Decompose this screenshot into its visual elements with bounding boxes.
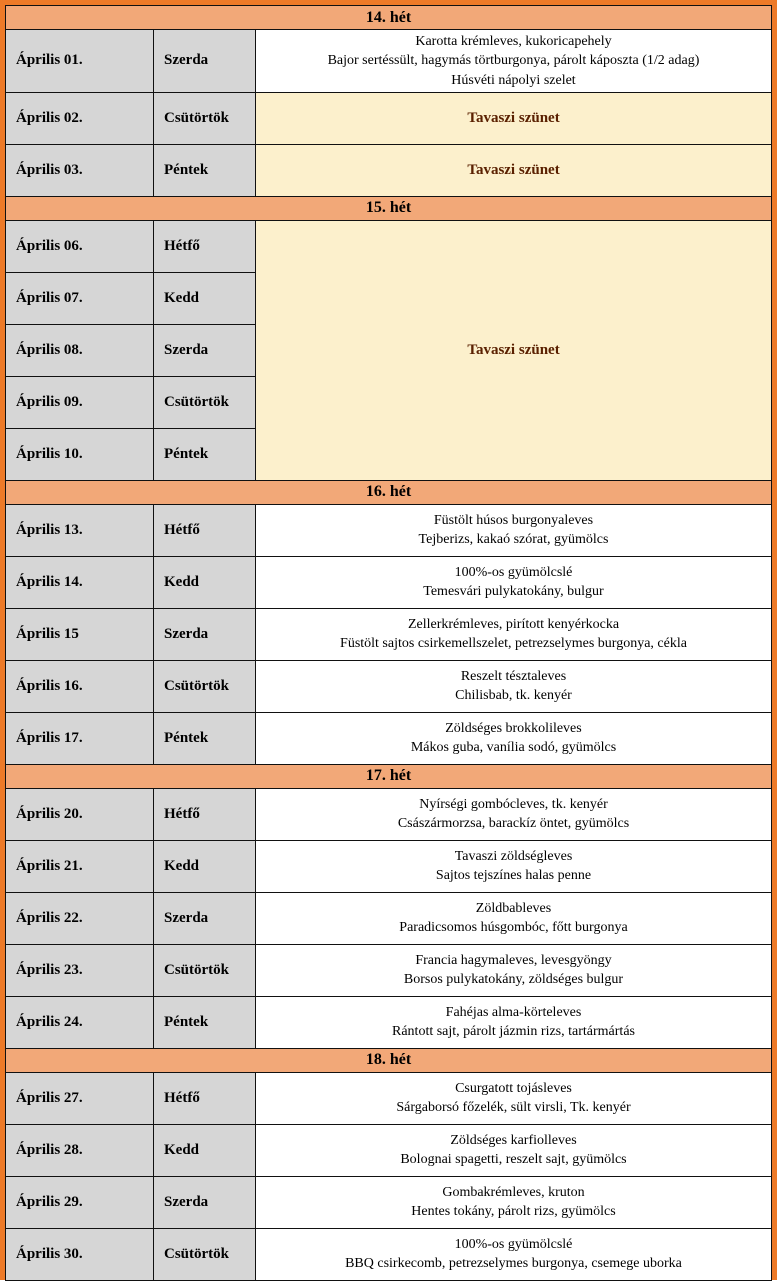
date-cell: Április 17. bbox=[6, 712, 154, 764]
menu-cell bbox=[256, 1228, 772, 1280]
menu-cell bbox=[256, 556, 772, 608]
menu-cell bbox=[256, 944, 772, 996]
date-cell: Április 24. bbox=[6, 996, 154, 1048]
break-cell bbox=[256, 92, 772, 144]
table-row bbox=[6, 30, 772, 93]
menu-line: Chilisbab, tk. kenyér bbox=[455, 688, 572, 704]
date-cell: Április 27. bbox=[6, 1072, 154, 1124]
menu-line: Nyírségi gombócleves, tk. kenyér bbox=[419, 797, 608, 813]
date-cell: Április 29. bbox=[6, 1176, 154, 1228]
week-header-row bbox=[6, 1048, 772, 1072]
date-cell: Április 15 bbox=[6, 608, 154, 660]
date-cell: Április 23. bbox=[6, 944, 154, 996]
day-cell: Péntek bbox=[154, 712, 256, 764]
date-cell: Április 02. bbox=[6, 92, 154, 144]
menu-line: Zöldbableves bbox=[475, 901, 552, 917]
menu-table-body bbox=[6, 6, 772, 1281]
menu-line: Húsvéti nápolyi szelet bbox=[451, 72, 576, 88]
menu-line: 100%-os gyümölcslé bbox=[454, 1237, 573, 1253]
date-cell: Április 20. bbox=[6, 788, 154, 840]
menu-cell bbox=[256, 30, 772, 93]
table-row bbox=[6, 1176, 772, 1228]
table-row bbox=[6, 892, 772, 944]
table-row bbox=[6, 1228, 772, 1280]
date-cell: Április 08. bbox=[6, 324, 154, 376]
menu-line: Sajtos tejszínes halas penne bbox=[435, 868, 592, 884]
day-cell: Csütörtök bbox=[154, 1228, 256, 1280]
date-cell: Április 16. bbox=[6, 660, 154, 712]
break-cell: Tavaszi szünet bbox=[256, 220, 772, 480]
day-cell: Hétfő bbox=[154, 788, 256, 840]
date-cell: Április 21. bbox=[6, 840, 154, 892]
day-cell: Hétfő bbox=[154, 1072, 256, 1124]
menu-line: Sárgaborsó főzelék, sült virsli, Tk. kenyér bbox=[396, 1100, 631, 1116]
date-cell: Április 14. bbox=[6, 556, 154, 608]
menu-line: Zöldséges brokkolileves bbox=[445, 721, 582, 737]
table-row bbox=[6, 788, 772, 840]
day-cell: Péntek bbox=[154, 428, 256, 480]
menu-line: Bajor sertéssült, hagymás törtburgonya, párolt káposzta (1/2 adag) bbox=[327, 53, 700, 69]
week-header: 17. hét bbox=[6, 764, 772, 788]
menu-cell bbox=[256, 1176, 772, 1228]
day-cell: Csütörtök bbox=[154, 660, 256, 712]
menu-line: 100%-os gyümölcslé bbox=[454, 565, 573, 581]
menu-cell bbox=[256, 608, 772, 660]
menu-line: Bolognai spagetti, reszelt sajt, gyümölcs bbox=[400, 1152, 627, 1168]
date-cell: Április 13. bbox=[6, 504, 154, 556]
menu-line: Fahéjas alma-körteleves bbox=[445, 1005, 582, 1021]
menu-line: Császármorzsa, barackíz öntet, gyümölcs bbox=[397, 816, 630, 832]
table-row bbox=[6, 92, 772, 144]
date-cell: Április 07. bbox=[6, 272, 154, 324]
table-row bbox=[6, 1072, 772, 1124]
menu-line: BBQ csirkecomb, petrezselymes burgonya, csemege uborka bbox=[345, 1256, 682, 1272]
table-row bbox=[6, 944, 772, 996]
date-cell: Április 10. bbox=[6, 428, 154, 480]
menu-cell bbox=[256, 996, 772, 1048]
menu-line: Paradicsomos húsgombóc, főtt burgonya bbox=[399, 920, 628, 936]
table-row bbox=[6, 996, 772, 1048]
menu-line: Temesvári pulykatokány, bulgur bbox=[423, 584, 604, 600]
menu-line: Mákos guba, vanília sodó, gyümölcs bbox=[410, 740, 617, 756]
day-cell: Szerda bbox=[154, 892, 256, 944]
menu-line: Francia hagymaleves, levesgyöngy bbox=[415, 953, 612, 969]
table-row bbox=[6, 1124, 772, 1176]
menu-line: Tavaszi szünet bbox=[467, 162, 560, 179]
table-row bbox=[6, 220, 772, 272]
week-header-row bbox=[6, 6, 772, 30]
day-cell: Csütörtök bbox=[154, 92, 256, 144]
weekly-menu-table bbox=[5, 5, 772, 1281]
week-header: 14. hét bbox=[6, 6, 772, 30]
day-cell: Szerda bbox=[154, 1176, 256, 1228]
date-cell: Április 09. bbox=[6, 376, 154, 428]
day-cell: Péntek bbox=[154, 144, 256, 196]
menu-line: Füstölt húsos burgonyaleves bbox=[433, 513, 594, 529]
menu-line: Gombakrémleves, kruton bbox=[442, 1185, 585, 1201]
menu-cell bbox=[256, 892, 772, 944]
menu-cell bbox=[256, 1072, 772, 1124]
menu-line: Tavaszi zöldségleves bbox=[454, 849, 573, 865]
menu-line: Hentes tokány, párolt rizs, gyümölcs bbox=[411, 1204, 616, 1220]
day-cell: Szerda bbox=[154, 324, 256, 376]
day-cell: Kedd bbox=[154, 272, 256, 324]
day-cell: Szerda bbox=[154, 608, 256, 660]
menu-cell bbox=[256, 788, 772, 840]
date-cell: Április 22. bbox=[6, 892, 154, 944]
menu-cell bbox=[256, 1124, 772, 1176]
menu-line: Zöldséges karfiolleves bbox=[450, 1133, 577, 1149]
table-row bbox=[6, 556, 772, 608]
day-cell: Péntek bbox=[154, 996, 256, 1048]
day-cell: Kedd bbox=[154, 840, 256, 892]
week-header-row bbox=[6, 480, 772, 504]
table-row bbox=[6, 608, 772, 660]
date-cell: Április 30. bbox=[6, 1228, 154, 1280]
menu-line: Reszelt tésztaleves bbox=[460, 669, 567, 685]
day-cell: Csütörtök bbox=[154, 944, 256, 996]
week-header-row bbox=[6, 764, 772, 788]
day-cell: Csütörtök bbox=[154, 376, 256, 428]
day-cell: Kedd bbox=[154, 556, 256, 608]
date-cell: Április 03. bbox=[6, 144, 154, 196]
menu-cell bbox=[256, 660, 772, 712]
menu-cell bbox=[256, 712, 772, 764]
menu-line: Füstölt sajtos csirkemellszelet, petrezselymes burgonya, cékla bbox=[340, 636, 687, 652]
week-header: 15. hét bbox=[6, 196, 772, 220]
table-row bbox=[6, 840, 772, 892]
table-row bbox=[6, 504, 772, 556]
day-cell: Hétfő bbox=[154, 504, 256, 556]
menu-line: Karotta krémleves, kukoricapehely bbox=[415, 34, 612, 49]
week-header: 16. hét bbox=[6, 480, 772, 504]
menu-line: Rántott sajt, párolt jázmin rizs, tartármártás bbox=[392, 1024, 635, 1040]
table-row bbox=[6, 660, 772, 712]
table-row bbox=[6, 712, 772, 764]
table-row bbox=[6, 144, 772, 196]
day-cell: Szerda bbox=[154, 30, 256, 93]
break-cell bbox=[256, 144, 772, 196]
menu-line: Tejberizs, kakaó szórat, gyümölcs bbox=[418, 532, 609, 548]
date-cell: Április 06. bbox=[6, 220, 154, 272]
week-header-row bbox=[6, 196, 772, 220]
date-cell: Április 28. bbox=[6, 1124, 154, 1176]
week-header: 18. hét bbox=[6, 1048, 772, 1072]
menu-line: Tavaszi szünet bbox=[467, 110, 560, 127]
day-cell: Kedd bbox=[154, 1124, 256, 1176]
menu-line: Csurgatott tojásleves bbox=[455, 1081, 572, 1097]
day-cell: Hétfő bbox=[154, 220, 256, 272]
menu-cell bbox=[256, 840, 772, 892]
date-cell: Április 01. bbox=[6, 30, 154, 93]
menu-line: Zellerkrémleves, pirított kenyérkocka bbox=[407, 617, 620, 633]
menu-cell bbox=[256, 504, 772, 556]
menu-line: Borsos pulykatokány, zöldséges bulgur bbox=[403, 972, 624, 988]
